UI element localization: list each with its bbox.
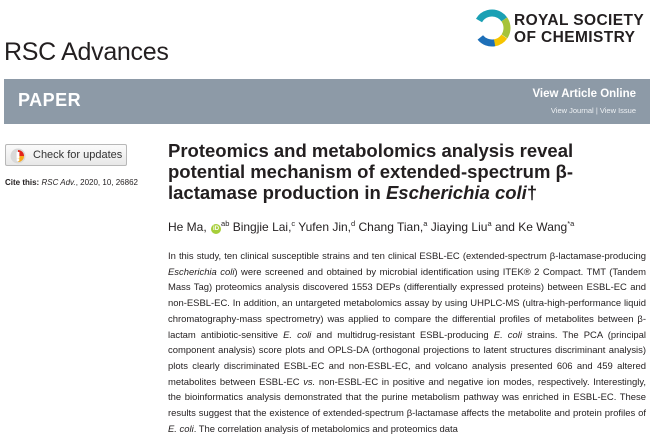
paper-type-label: PAPER	[18, 90, 82, 110]
abstract-text: and multidrug-resistant ESBL-producing	[311, 329, 494, 341]
abstract-species: E. coli	[168, 423, 194, 435]
author-affiliation: d	[351, 219, 356, 228]
link-separator: |	[593, 106, 600, 115]
author-affiliation: *a	[567, 219, 575, 228]
article-title	[168, 140, 646, 203]
author-name[interactable]: and Ke Wang	[491, 220, 568, 234]
cite-details: , 2020, 10, 26862	[75, 178, 138, 187]
title-species: Escherichia coli	[385, 182, 527, 203]
title-dagger: †	[526, 182, 538, 203]
view-issue-link[interactable]: View Issue	[599, 106, 636, 115]
title-main: Proteomics and metabolomics analysis reveal potential mechanism of extended-spectrum β-lactamase production in	[168, 140, 574, 203]
abstract	[168, 249, 646, 437]
cite-journal: RSC Adv.	[41, 178, 76, 187]
orcid-icon[interactable]: iD	[213, 226, 220, 232]
journal-issue-links	[551, 106, 636, 115]
author-name[interactable]: Jiaying Liu	[427, 220, 488, 234]
check-for-updates-button[interactable]	[5, 144, 127, 166]
author-affiliation: c	[291, 219, 296, 228]
check-for-updates-label: Check for updates	[33, 149, 123, 161]
abstract-text: strains. The PCA (principal component analysis) score plots and OPLS-DA (orthogonal projections to latent structures discriminant analysis) plots clearly discriminated ESBL-EC and non-ESBL-EC, and volcano analysis presented 606 and 459 altered metabolites between ESBL-EC	[168, 329, 647, 388]
rsc-logo	[470, 4, 648, 56]
author-name[interactable]: He Ma,	[168, 220, 207, 234]
abstract-species: E. coli	[493, 329, 522, 341]
rsc-logo-icon	[470, 4, 512, 52]
abstract-text: In this study, ten clinical susceptible strains and ten clinical ESBL-EC (extended-spectrum β-lactamase-producing	[168, 251, 646, 262]
cite-prefix: Cite this:	[5, 178, 42, 187]
abstract-species: Escherichia coli	[168, 266, 235, 278]
author-affiliation: ab	[221, 219, 230, 228]
abstract-versus: vs.	[303, 376, 316, 388]
check-for-updates-icon	[10, 148, 26, 164]
abstract-text: non-ESBL-EC in positive and negative ion modes, respectively. Interestingly, the bioinformatics analysis demonstrated that the purine metabolism pathway was enriched in ESBL-EC. These results suggest that the existence of extended-spectrum β-lactamase affects the metabolite and protein profiles of	[168, 376, 646, 420]
abstract-species: E. coli	[283, 329, 312, 341]
abstract-text: . The correlation analysis of metabolomics and proteomics data	[193, 423, 458, 435]
author-affiliation: a	[423, 219, 428, 228]
author-name[interactable]: Chang Tian,	[355, 220, 424, 234]
cite-this	[5, 178, 138, 187]
view-article-online-link[interactable]: View Article Online	[532, 88, 636, 100]
abstract-text: ) were screened and obtained by microbial identification using ITEK® 2 Compact. TMT (Tandem Mass Tag) proteomics analysis discovered 1553 DEPs (differentially expressed proteins) between ESBL-EC and non-ESBL-EC. In addition, an untargeted metabolomics assay by using UHPLC-MS (ultra-high-performance liquid chromatography-mass spectrometry) was applied to compare the differential profiles of metabolites between β-lactam antibiotic-sensitive	[168, 266, 646, 341]
author-affiliation: a	[487, 219, 492, 228]
logo-line-1: ROYAL SOCIETY	[514, 12, 645, 29]
rsc-logo-text	[514, 12, 644, 46]
article-header-band	[4, 79, 650, 124]
author-list	[168, 219, 574, 234]
author-name[interactable]: Yufen Jin,	[295, 220, 351, 234]
journal-name: RSC Advances	[4, 38, 169, 66]
view-journal-link[interactable]: View Journal	[550, 106, 594, 115]
logo-line-2: OF CHEMISTRY	[514, 29, 636, 46]
author-name[interactable]: Bingjie Lai,	[229, 220, 292, 234]
